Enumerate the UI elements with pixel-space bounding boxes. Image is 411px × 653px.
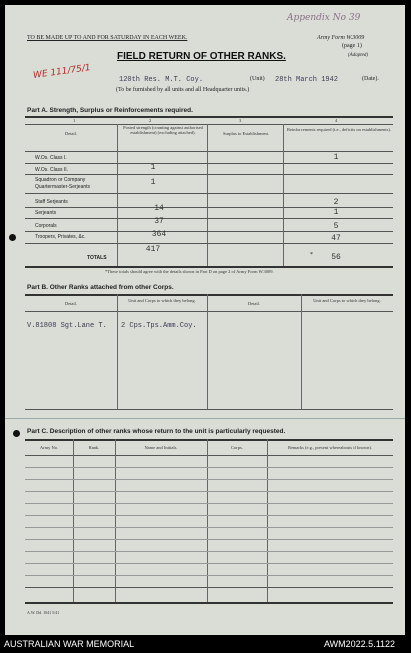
col-header-surplus: Surplus to Establishment. [222, 131, 270, 136]
col-number-2: 2 [149, 118, 152, 123]
part-b-header-unit-2: Unit and Corps to which they belong. [313, 298, 381, 303]
row-value-staff-serjeants-reinforcements: 2 [333, 198, 339, 207]
page-number: (page 1) [342, 43, 362, 49]
furnish-note: (To be furnished by all units and all Headquarter units.) [116, 87, 250, 93]
row-label-staff-serjeants: Staff Serjeants [35, 199, 68, 205]
row-value-sqms-strength: 1 [150, 178, 156, 187]
part-c-header-rank: Rank. [88, 445, 100, 450]
row-label-troopers: Troopers, Privates, &c. [35, 234, 86, 240]
col-number-4: 4 [335, 118, 338, 123]
archive-reference: AWM2022.5.1122 [324, 639, 396, 649]
row-label-sqms-line2: Quartermaster-Serjeants [35, 184, 91, 190]
row-value-corporals-strength: 37 [154, 217, 164, 226]
instruction-line: TO BE MADE UP TO AND FOR SATURDAY IN EACH WEEK. [27, 35, 188, 41]
col-number-3: 3 [239, 118, 242, 123]
part-b-entry-unit: 2 Cps.Tps.Amm.Coy. [121, 322, 197, 330]
row-value-serjeants-reinforcements: 1 [333, 208, 339, 217]
part-b-entry-detail: V.81808 Sgt.Lane T. [27, 322, 107, 330]
row-label-wo1: W.Os. Class I. [35, 155, 67, 161]
part-b-header-detail-1: Detail. [64, 301, 78, 306]
row-label-wo2: W.Os. Class II. [35, 167, 69, 173]
form-title: FIELD RETURN OF OTHER RANKS. [117, 51, 286, 62]
totals-footnote: *These totals should agree with the details shown in Part D on page 2 of Army Form W.3009. [105, 269, 274, 274]
army-form-number: Army Form W.3009 [317, 35, 365, 41]
totals-strength: 417 [145, 245, 161, 254]
part-c-header-name: Name and Initials. [144, 445, 178, 450]
form-page [5, 5, 405, 635]
date-value: 28th March 1942 [275, 76, 339, 84]
totals-equals-sign: * [310, 252, 313, 258]
archive-name: AUSTRALIAN WAR MEMORIAL [4, 639, 135, 649]
row-value-wo1-reinforcements: 1 [333, 153, 339, 162]
part-b-header-detail-2: Detail. [247, 301, 261, 306]
punch-hole-lower [13, 430, 20, 437]
row-label-sqms-line1: Squadron or Company [35, 177, 86, 183]
row-value-troopers-strength: 364 [151, 230, 167, 239]
part-a-title: Part A. Strength, Surplus or Reinforcements required. [27, 107, 193, 114]
totals-label: TOTALS [87, 255, 107, 261]
row-value-troopers-reinforcements: 47 [331, 234, 341, 243]
row-label-serjeants: Serjeants [35, 210, 57, 216]
printer-code: A.W. Dd. 1041 5/41 [27, 610, 60, 615]
row-label-corporals: Corporals [35, 223, 57, 229]
part-c-title: Part C. Description of other ranks whose return to the unit is particularly requested. [27, 428, 286, 435]
row-value-serjeants-strength: 14 [154, 204, 164, 213]
col-header-detail: Detail. [64, 131, 78, 136]
row-value-corporals-reinforcements: 5 [333, 222, 339, 231]
col-number-1: 1 [73, 118, 76, 123]
adapted-note: (Adapted) [348, 53, 368, 58]
col-header-reinforcements: Reinforcements required (i.e., deficits on establishments). [286, 127, 392, 132]
reference-stamp: WE 111/75/1 [32, 63, 92, 81]
part-b-header-unit-1: Unit and Corps to which they belong. [128, 298, 196, 303]
col-header-posted-strength: Posted strength (counting against authorised establishment) (excluding attached). [123, 125, 203, 135]
unit-value: 120th Res. M.T. Coy. [119, 76, 204, 84]
punch-hole-upper [9, 234, 16, 241]
date-label: (Date). [362, 76, 379, 82]
totals-reinforcements: 56 [331, 253, 341, 262]
part-c-header-remarks: Remarks (e.g., present whereabouts if known). [287, 445, 373, 450]
part-c-header-army-no: Army No. [39, 445, 59, 450]
appendix-annotation: Appendix No 39 [287, 13, 361, 23]
row-value-wo2-strength: 1 [150, 163, 156, 172]
unit-label: (Unit) [250, 76, 265, 82]
part-b-title: Part B. Other Ranks attached from other Corps. [27, 284, 174, 291]
part-c-header-corps: Corps. [231, 445, 243, 450]
